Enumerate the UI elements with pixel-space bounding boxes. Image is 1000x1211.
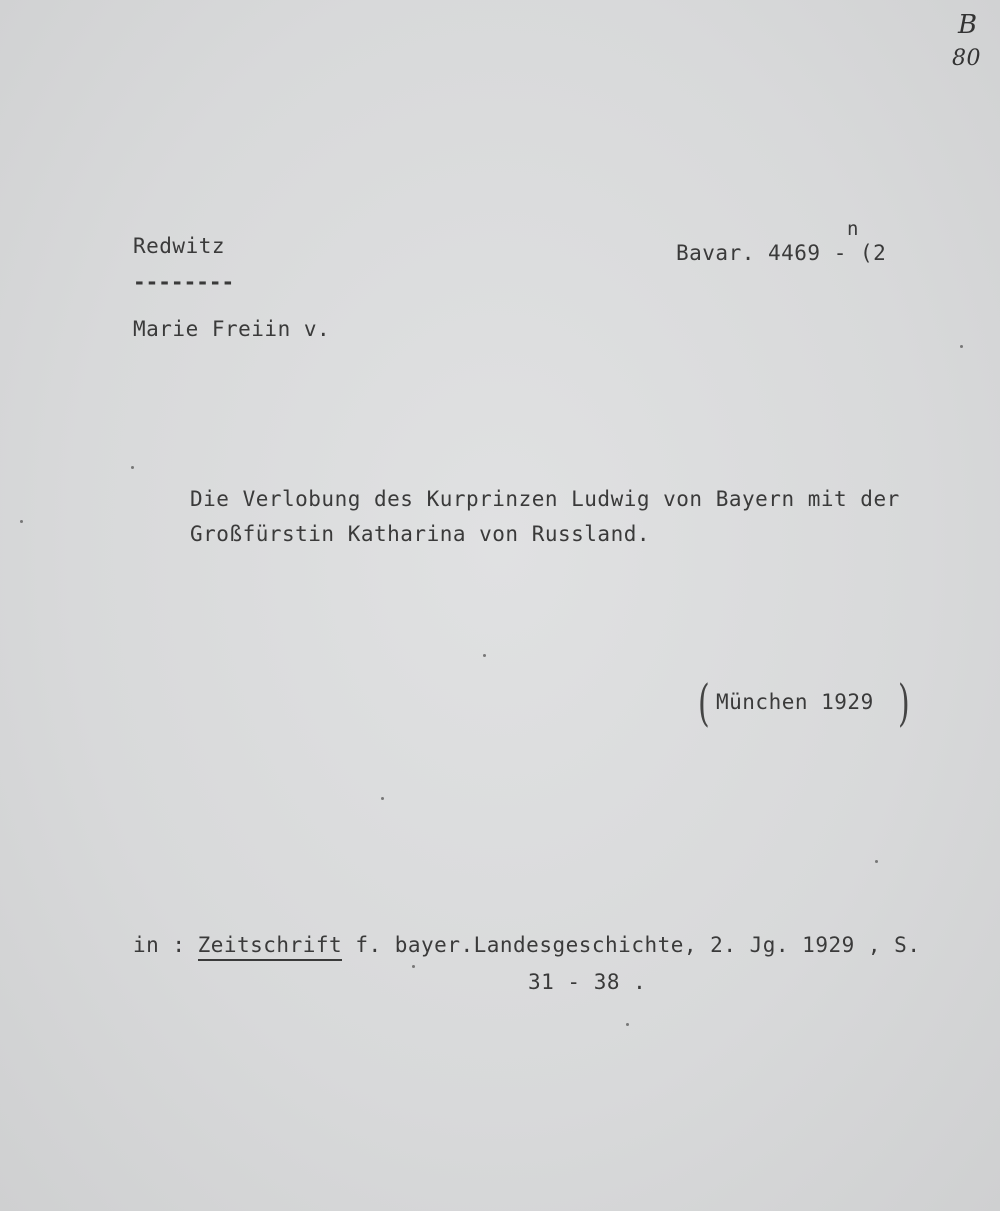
- author-given-name: Marie Freiin v.: [133, 317, 331, 341]
- corner-number-mark: 80: [952, 46, 981, 71]
- paper-speck: [875, 860, 878, 863]
- corner-letter-mark: B: [958, 10, 978, 40]
- paper-speck: [131, 466, 134, 469]
- citation-prefix: in :: [133, 933, 186, 957]
- title-line-2: Großfürstin Katharina von Russland.: [190, 522, 651, 546]
- author-surname: Redwitz: [133, 234, 226, 258]
- citation-journal: Zeitschrift: [198, 933, 343, 961]
- left-parenthesis: (: [698, 674, 711, 732]
- paper-speck: [483, 654, 486, 657]
- paper-speck: [626, 1023, 629, 1026]
- paper-speck: [960, 345, 963, 348]
- paper-speck: [20, 520, 23, 523]
- title-line-1: Die Verlobung des Kurprinzen Ludwig von Bayern mit der: [190, 487, 900, 511]
- paper-speck: [381, 797, 384, 800]
- citation-line-1: [133, 933, 920, 957]
- author-underline-rule: --------: [133, 270, 235, 294]
- citation-pages: 31 - 38 .: [528, 970, 647, 994]
- citation-details: f. bayer.Landesgeschichte, 2. Jg. 1929 , S.: [355, 933, 921, 957]
- paper-speck: [412, 965, 415, 968]
- place-and-year: München 1929: [716, 690, 874, 714]
- right-parenthesis: ): [898, 674, 911, 732]
- shelfmark: Bavar. 4469 - (2: [676, 241, 887, 265]
- shelfmark-superscript: n: [847, 218, 859, 240]
